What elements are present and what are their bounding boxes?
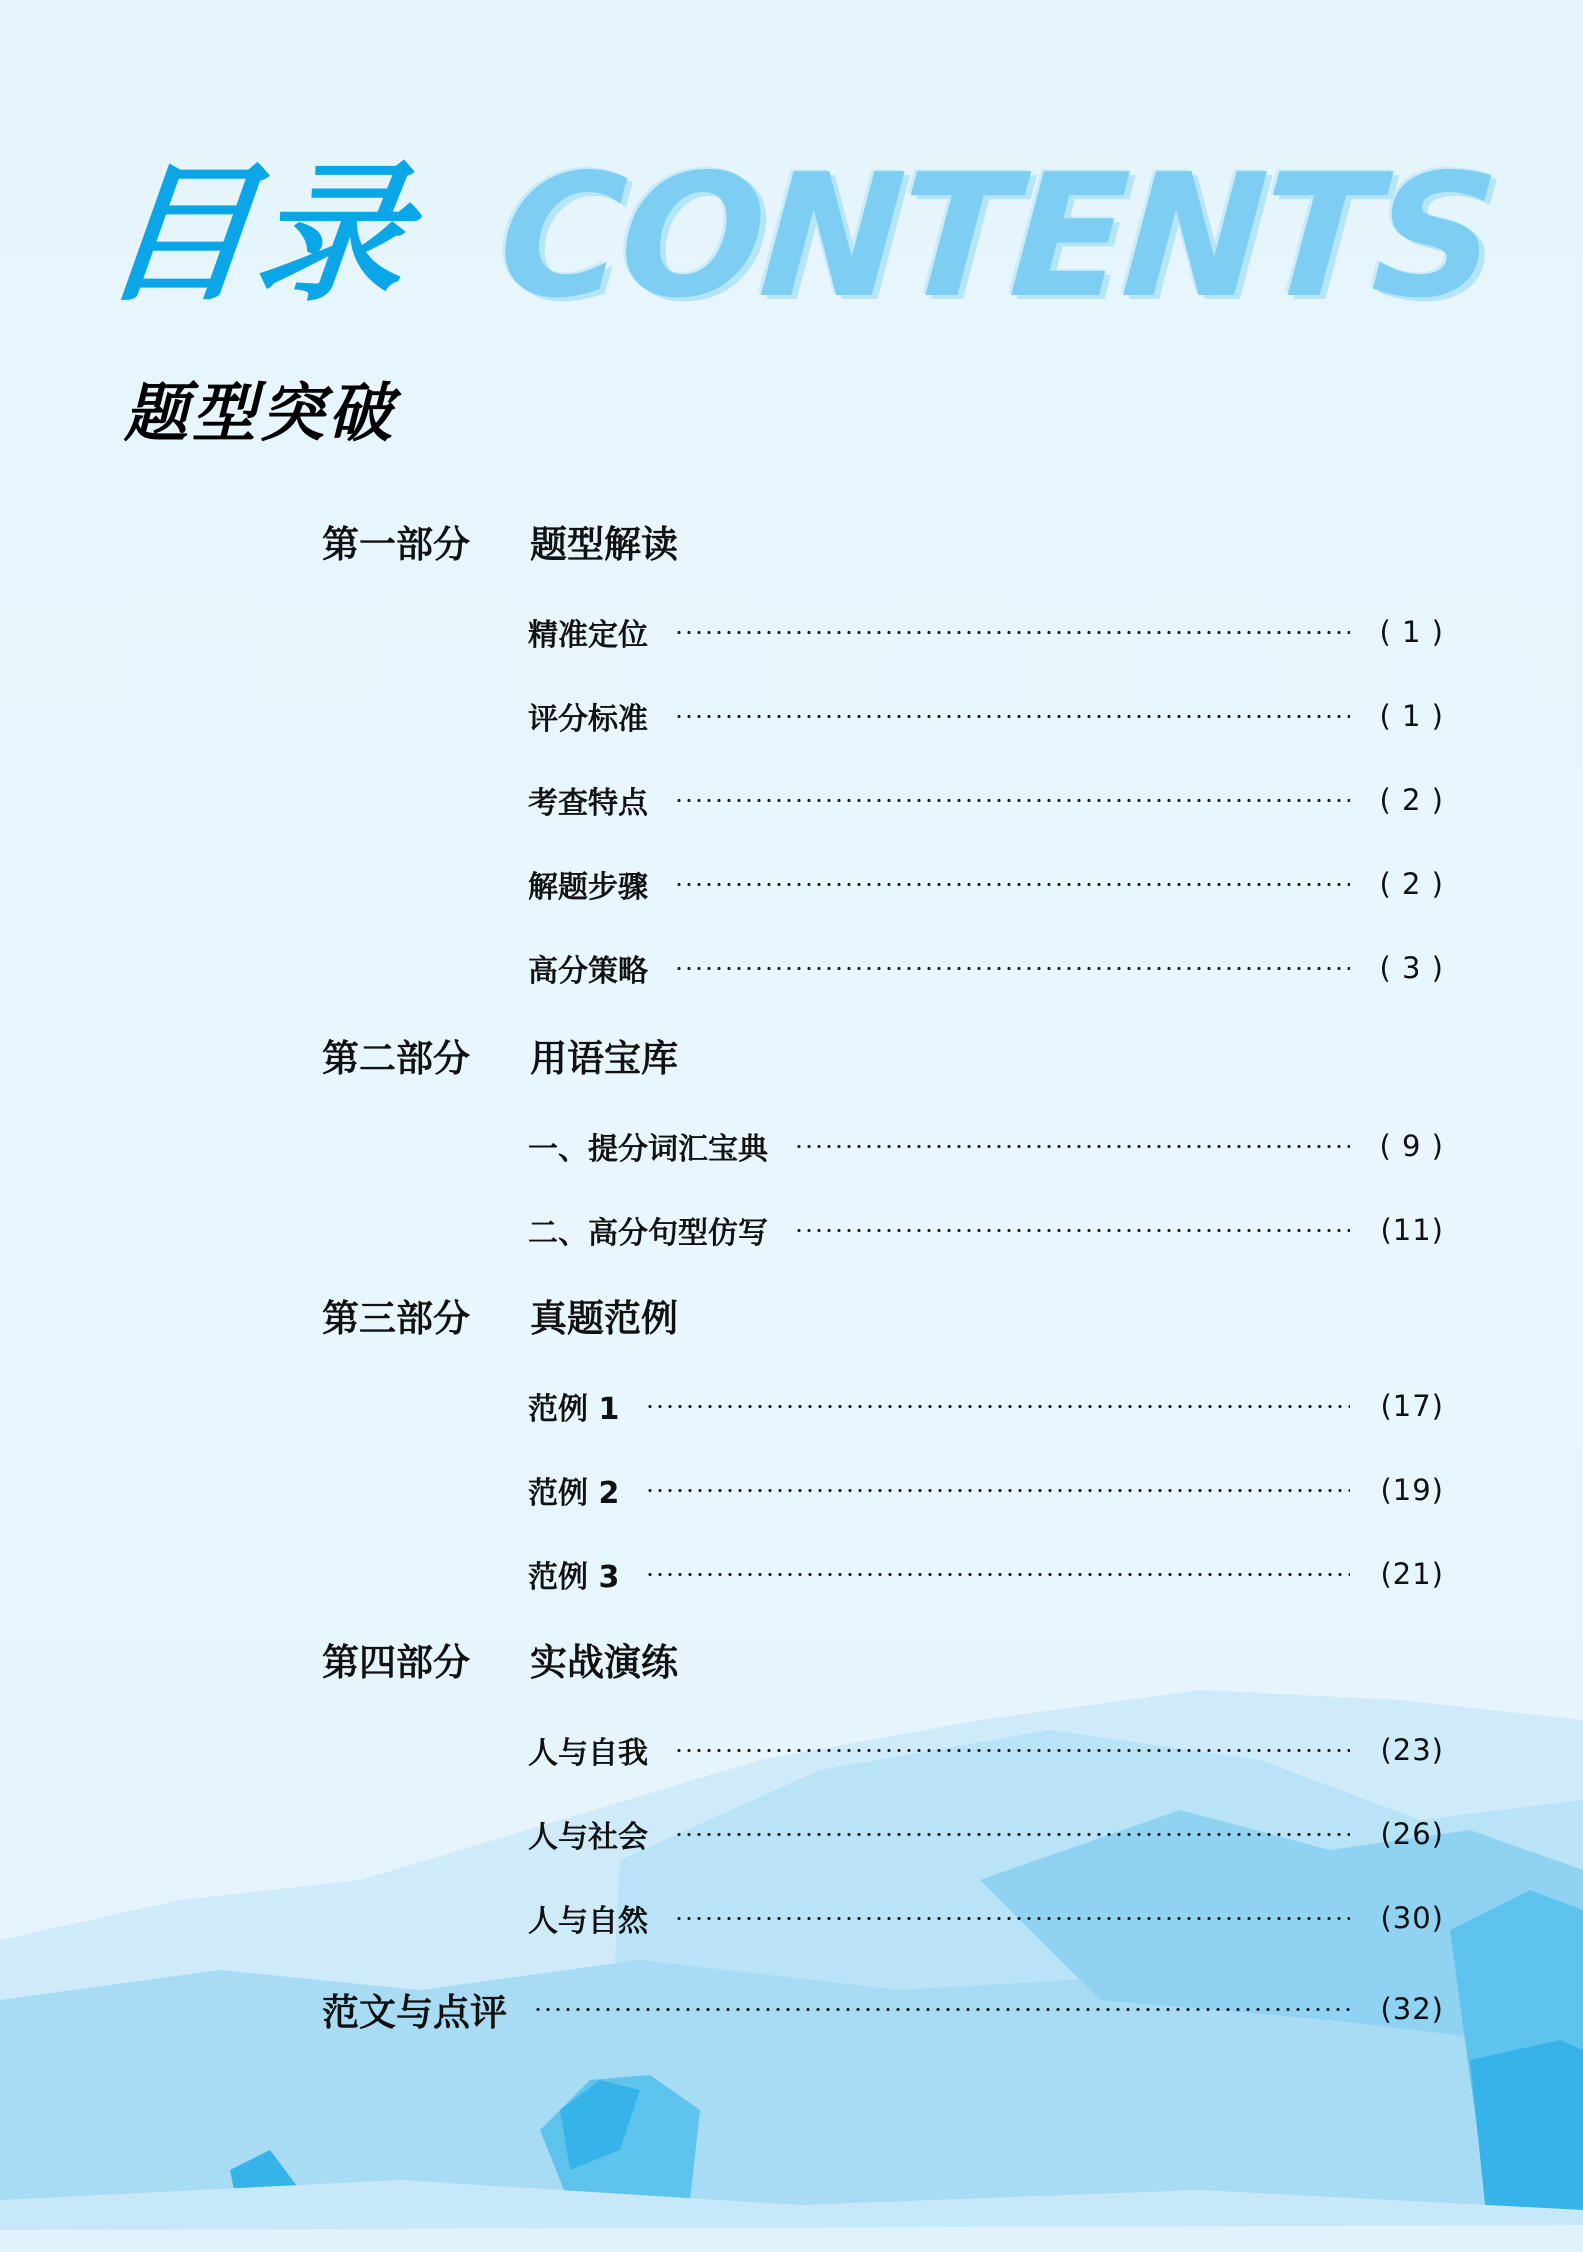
entry-label: 范例 1	[528, 1392, 620, 1427]
page-number: ( 2 )	[1379, 867, 1444, 901]
page-number: (17)	[1380, 1389, 1444, 1423]
dot-leader	[794, 1145, 1350, 1148]
part-name: 用语宝库	[530, 1037, 678, 1080]
page-number: (32)	[1380, 1992, 1444, 2026]
page-number: (21)	[1380, 1557, 1444, 1591]
toc-entry[interactable]	[528, 1470, 1444, 1510]
part-number: 第一部分	[322, 523, 470, 566]
part-number: 第三部分	[322, 1297, 470, 1340]
toc-entry[interactable]	[528, 948, 1444, 988]
toc-entry[interactable]	[528, 1554, 1444, 1594]
entry-label: 人与自然	[528, 1904, 648, 1939]
dot-leader	[533, 2008, 1350, 2011]
dot-leader	[674, 799, 1350, 802]
page-number: (26)	[1380, 1817, 1444, 1851]
contents-title-english: CONTENTS	[493, 138, 1500, 336]
dot-leader	[794, 1229, 1350, 1232]
entry-label: 人与社会	[528, 1820, 648, 1855]
page-number: ( 9 )	[1379, 1129, 1444, 1163]
page-number: (11)	[1380, 1213, 1444, 1247]
dot-leader	[645, 1405, 1350, 1408]
part-heading-4[interactable]	[322, 1641, 678, 1684]
part-heading-3[interactable]	[322, 1297, 678, 1340]
entry-label: 范例 2	[528, 1476, 620, 1511]
page-number: (30)	[1380, 1901, 1444, 1935]
entry-label: 一、提分词汇宝典	[528, 1132, 768, 1167]
page-number: (23)	[1380, 1733, 1444, 1767]
dot-leader	[674, 883, 1350, 886]
dot-leader	[674, 631, 1350, 634]
part-name: 题型解读	[530, 523, 678, 566]
part-name: 真题范例	[530, 1297, 678, 1340]
toc-entry[interactable]	[528, 1386, 1444, 1426]
dot-leader	[674, 967, 1350, 970]
part-name: 实战演练	[530, 1641, 678, 1684]
entry-label: 二、高分句型仿写	[528, 1216, 768, 1251]
toc-entry[interactable]	[528, 696, 1444, 736]
page-number: (19)	[1380, 1473, 1444, 1507]
contents-title-chinese: 目录	[94, 148, 418, 322]
entry-label: 考查特点	[528, 786, 648, 821]
toc-entry[interactable]	[528, 1730, 1444, 1770]
part-heading-2[interactable]	[322, 1037, 678, 1080]
toc-entry[interactable]	[528, 1898, 1444, 1938]
dot-leader	[645, 1489, 1350, 1492]
page-number: ( 2 )	[1379, 783, 1444, 817]
toc-entry[interactable]	[528, 1814, 1444, 1854]
dot-leader	[674, 1917, 1350, 1920]
section-title: 题型突破	[124, 377, 396, 451]
entry-label: 范例 3	[528, 1560, 620, 1595]
page-number: ( 1 )	[1379, 699, 1444, 733]
toc-entry[interactable]	[528, 1210, 1444, 1250]
dot-leader	[674, 715, 1350, 718]
entry-label: 高分策略	[528, 954, 648, 989]
entry-label: 精准定位	[528, 618, 648, 653]
toc-entry[interactable]	[528, 780, 1444, 820]
page-number: ( 1 )	[1379, 615, 1444, 649]
dot-leader	[674, 1749, 1350, 1752]
entry-label: 解题步骤	[528, 870, 648, 905]
entry-label: 范文与点评	[322, 1991, 507, 2034]
entry-label: 人与自我	[528, 1736, 648, 1771]
toc-entry[interactable]	[528, 864, 1444, 904]
toc-entry[interactable]	[528, 612, 1444, 652]
toc-entry[interactable]	[528, 1126, 1444, 1166]
page-number: ( 3 )	[1379, 951, 1444, 985]
part-heading-1[interactable]	[322, 523, 678, 566]
dot-leader	[674, 1833, 1350, 1836]
dot-leader	[645, 1573, 1350, 1576]
toc-entry-final[interactable]	[322, 1985, 1444, 2033]
entry-label: 评分标准	[528, 702, 648, 737]
part-number: 第二部分	[322, 1037, 470, 1080]
part-number: 第四部分	[322, 1641, 470, 1684]
